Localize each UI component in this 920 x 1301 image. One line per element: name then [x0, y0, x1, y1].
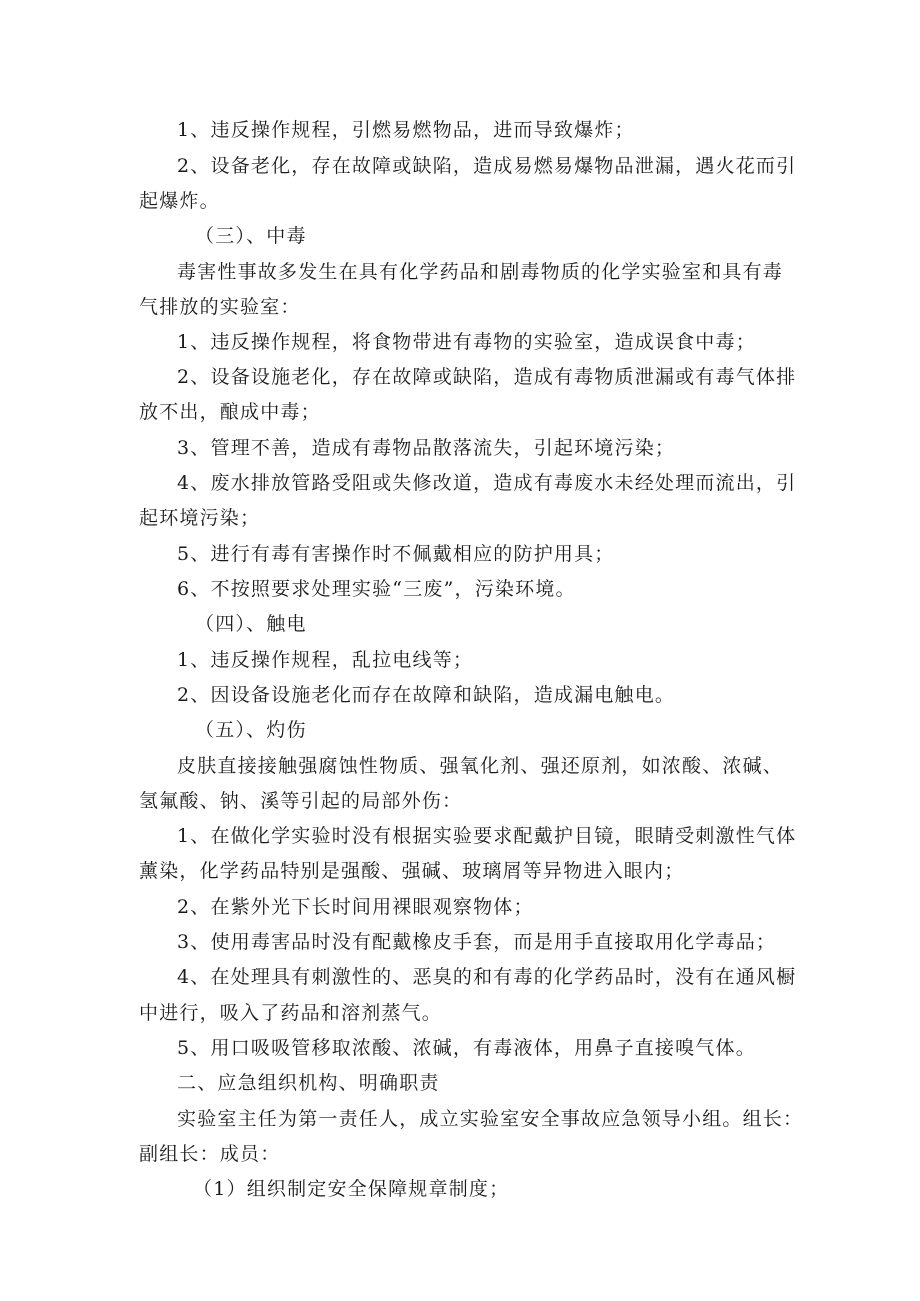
- paragraph-line: 放不出，酿成中毒；: [139, 401, 321, 423]
- paragraph-line: 5、进行有毒有害操作时不佩戴相应的防护用具；: [177, 543, 615, 565]
- section-heading: 二、应急组织机构、明确职责: [177, 1072, 440, 1094]
- paragraph-line: 毒害性事故多发生在具有化学药品和剧毒物质的化学实验室和具有毒: [177, 261, 784, 283]
- paragraph-line: 2、设备老化，存在故障或缺陷，造成易燃易爆物品泄漏，遇火花而引: [177, 155, 797, 177]
- paragraph-line: 皮肤直接接触强腐蚀性物质、强氧化剂、强还原剂，如浓酸、浓碱、: [177, 755, 784, 777]
- paragraph-line: 1、违反操作规程，乱拉电线等；: [177, 649, 474, 671]
- paragraph-line: 1、违反操作规程，引燃易燃物品，进而导致爆炸；: [177, 119, 635, 141]
- section-heading: （五）、灼伤: [195, 719, 307, 741]
- paragraph-line: （1）组织制定安全保障规章制度；: [193, 1178, 510, 1200]
- paragraph-line: 副组长：成员：: [139, 1143, 281, 1165]
- paragraph-line: 中进行，吸入了药品和溶剂蒸气。: [139, 1002, 443, 1024]
- paragraph-line: 6、不按照要求处理实验“三废”，污染环境。: [177, 578, 576, 600]
- paragraph-line: 3、使用毒害品时没有配戴橡皮手套，而是用手直接取用化学毒品；: [177, 931, 777, 953]
- paragraph-line: 实验室主任为第一责任人，成立实验室安全事故应急领导小组。组长：: [177, 1108, 804, 1130]
- paragraph-line: 3、管理不善，造成有毒物品散落流失，引起环境污染；: [177, 437, 676, 459]
- paragraph-line: 4、在处理具有刺激性的、恶臭的和有毒的化学药品时，没有在通风橱: [177, 966, 797, 988]
- section-heading: （三）、中毒: [195, 225, 307, 247]
- paragraph-line: 5、用口吸吸管移取浓酸、浓碱，有毒液体，用鼻子直接嗅气体。: [177, 1037, 756, 1059]
- paragraph-line: 氢氟酸、钠、溪等引起的局部外伤：: [139, 790, 463, 812]
- paragraph-line: 1、违反操作规程，将食物带进有毒物的实验室，造成误食中毒；: [177, 331, 756, 353]
- paragraph-line: 气排放的实验室：: [139, 296, 301, 318]
- paragraph-line: 起环境污染；: [139, 507, 261, 529]
- paragraph-line: 薰染，化学药品特别是强酸、强碱、玻璃屑等异物进入眼内；: [139, 860, 685, 882]
- section-heading: （四）、触电: [195, 613, 307, 635]
- paragraph-line: 4、废水排放管路受阻或失修改道，造成有毒废水未经处理而流出，引: [177, 472, 797, 494]
- paragraph-line: 2、因设备设施老化而存在故障和缺陷，造成漏电触电。: [177, 684, 676, 706]
- paragraph-line: 2、设备设施老化，存在故障或缺陷，造成有毒物质泄漏或有毒气体排: [177, 366, 797, 388]
- paragraph-line: 起爆炸。: [139, 190, 220, 212]
- paragraph-line: 1、在做化学实验时没有根据实验要求配戴护目镜，眼睛受刺激性气体: [177, 825, 797, 847]
- paragraph-line: 2、在紫外光下长时间用裸眼观察物体；: [177, 896, 534, 918]
